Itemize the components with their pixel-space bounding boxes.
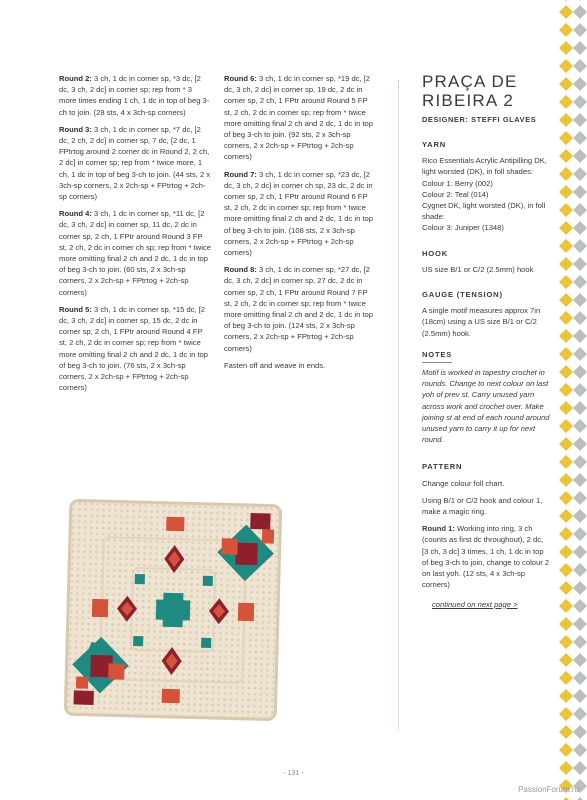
border-tile: [573, 0, 587, 1]
border-tile: [559, 383, 573, 397]
border-tile: [559, 653, 573, 667]
border-tile: [573, 41, 587, 55]
round-text: 3 ch, 1 dc in corner sp, *27 dc, [2 dc, 3 ch, 2 dc] in corner sp, 27 dc, 2 dc in corner sp, 2 ch, 1 FPtr around Round 7 FP st, 2 ch, 2 dc in corner sp; rep from * twice more omitting final 2 ch and 2 dc, 1 dc in top of beg 3-ch to join. (124 sts, 2 x 3ch-sp corners, 2 x 2ch-sp + FPtrtog + 2ch-sp corners): [224, 265, 374, 353]
yarn-line: Colour 2: Teal (014): [422, 189, 489, 199]
round-label: Round 1:: [422, 524, 455, 534]
border-tile: [559, 455, 573, 469]
border-tile: [573, 59, 587, 73]
border-tile: [573, 671, 587, 685]
border-tile: [573, 653, 587, 667]
round-text: 3 ch, 1 dc in corner sp, *15 dc, [2 dc, 3 ch, 2 dc] in corner sp, 15 dc, 2 dc in corner sp, 2 ch, 1 FPtr around Round 4 FP st, 2 ch, 2 dc in corner sp; rep from * twice more omitting final 2 ch and 2 dc, 1 dc in top of beg 3-ch to join. (76 sts, 2 x 3ch-sp corners, 2 x 2ch-sp + FPtrtog + 2ch-sp corners): [59, 304, 209, 393]
border-tile: [573, 581, 587, 595]
hook-heading: HOOK: [422, 248, 448, 258]
round-label: Round 4:: [59, 209, 92, 219]
border-tile: [559, 563, 573, 577]
yarn-line: Colour 1: Berry (002): [422, 178, 493, 188]
border-tile: [573, 689, 587, 703]
border-tile: [559, 113, 573, 127]
border-tile: [573, 491, 587, 505]
pattern-heading: PATTERN: [422, 462, 463, 472]
border-tile: [573, 743, 587, 757]
yarn-line: Rico Essentials Acrylic Antipilling DK, light worsted (DK), in foll shades:: [422, 156, 547, 177]
border-tile: [573, 707, 587, 721]
hook-text: US size B/1 or C/2 (2.5mm) hook: [422, 264, 534, 274]
pattern-sidebar: [422, 72, 550, 610]
border-tile: [559, 473, 573, 487]
round-7: [224, 169, 376, 259]
round-text: Working into ring, 3 ch (counts as first dc throughout), 2 dc, [3 ch, 3 dc] 3 times, 1 ch, 1 dc in top of beg 3-ch to join, change to colour 2 on last yoh. (12 sts, 4 x 3ch-sp corners): [422, 524, 550, 590]
border-tile: [559, 689, 573, 703]
round-label: Round 6:: [224, 74, 257, 83]
border-tile: [573, 383, 587, 397]
continued-link[interactable]: continued on next page >: [432, 599, 518, 609]
border-tile: [573, 311, 587, 325]
border-tile: [559, 347, 573, 361]
round-1: [422, 523, 550, 590]
border-tile: [559, 329, 573, 343]
border-tile: [573, 725, 587, 739]
border-tile: [573, 77, 587, 91]
round-label: Round 2:: [59, 74, 92, 83]
border-tile: [559, 635, 573, 649]
yarn-line: Cygnet DK, light worsted (DK), in foll shade:: [422, 201, 546, 222]
pattern-column-middle: [224, 73, 376, 377]
title-line-1: PRAÇA DE: [422, 72, 518, 91]
border-tile: [559, 95, 573, 109]
round-text: 3 ch, 1 dc in corner sp, *19 dc, [2 dc, 3 ch, 2 dc] in corner sp, 19 dc, 2 dc in corner sp, 2 ch, 1 FPtr around Round 5 FP st, 2 ch, 2 dc in corner sp; rep from * twice more omitting final 2 ch and 2 dc, 1 dc in top of beg 3-ch to join. (92 sts, 2 x 3ch-sp corners, 2 x 2ch-sp + FPtrtog + 2ch-sp corners): [224, 74, 374, 162]
border-tile: [573, 617, 587, 631]
round-8: [224, 264, 376, 354]
pattern-line: Using B/1 or C/2 hook and colour 1, make a magic ring.: [422, 495, 543, 517]
border-tile: [559, 275, 573, 289]
border-tile: [559, 671, 573, 685]
border-tile: [559, 257, 573, 271]
crochet-square-image: [62, 497, 284, 725]
border-tile: [559, 401, 573, 415]
border-tile: [573, 509, 587, 523]
round-label: Round 7:: [224, 169, 257, 179]
round-3: [59, 124, 211, 202]
column-divider: [398, 80, 399, 730]
border-tile: [559, 527, 573, 541]
gauge-text: A single motif measures approx 7in (18cm) using a US size B/1 or C/2 (2.5mm) hook.: [422, 306, 541, 338]
border-tile: [559, 59, 573, 73]
round-2: [59, 73, 211, 118]
border-tile: [559, 149, 573, 163]
border-tile: [573, 149, 587, 163]
designer-credit: DESIGNER: STEFFI GLAVES: [422, 115, 537, 124]
pattern-column-left: [59, 73, 211, 399]
border-tile: [559, 167, 573, 181]
pattern-line: Change colour foll chart.: [422, 478, 505, 488]
border-tile: [559, 131, 573, 145]
border-tile: [573, 635, 587, 649]
notes-heading: NOTES: [422, 349, 452, 363]
round-label: Round 3:: [59, 124, 92, 134]
border-tile: [573, 563, 587, 577]
border-tile: [573, 473, 587, 487]
border-tile: [559, 365, 573, 379]
border-tile: [559, 545, 573, 559]
gauge-heading: GAUGE (TENSION): [422, 290, 503, 300]
border-tile: [559, 41, 573, 55]
border-tile: [559, 419, 573, 433]
border-tile: [573, 455, 587, 469]
round-text: 3 ch, 1 dc in corner sp, *7 dc, [2 dc, 2 ch, 2 dc] in corner sp, 7 dc, [2 dc, 1 FPtrtog around 2 corner dc in Round 2, 2 ch, 2 dc] in corner sp; rep from * twice more, 1 ch, 1 dc in top of beg 3-ch to join. (44 sts, 2 x 3ch-sp corners, 2 x 2ch-sp + FPtrtog + 2ch-sp corners): [59, 124, 211, 202]
border-tile: [559, 707, 573, 721]
border-tile: [573, 203, 587, 217]
border-tile: [573, 113, 587, 127]
round-text: 3 ch, 1 dc in corner sp, *23 dc, [2 dc, 3 ch, 2 dc] in corner ch sp, 23 dc, 2 dc in corner sp, 2 ch, 1 FPtr around Round 6 FP st, 2 ch, 2 dc in corner sp; rep from * twice more omitting final 2 ch and 2 dc, 1 dc in top of beg 3-ch to join. (108 sts, 2 x 3ch-sp corners, 2 x 2ch-sp + FPtrtog + 2ch-sp corners): [224, 169, 374, 258]
border-tile: [559, 599, 573, 613]
border-tile: [573, 221, 587, 235]
border-tile: [559, 239, 573, 253]
border-tile: [573, 239, 587, 253]
watermark: PassionForum.ru: [518, 785, 579, 794]
border-tile: [573, 257, 587, 271]
page-number: - 131 -: [283, 770, 304, 777]
border-tile: [559, 581, 573, 595]
decorative-border: [555, 0, 587, 800]
border-tile: [559, 293, 573, 307]
notes-text: Motif is worked in tapestry crochet in rounds. Change to next colour on last yoh of prev st. Carry unused yarn across work and crochet over. Make joining st at end of each round around unused yarn to carry it up for next round.: [422, 368, 550, 445]
border-tile: [559, 743, 573, 757]
border-tile: [559, 509, 573, 523]
round-5: [59, 304, 211, 394]
border-tile: [559, 5, 573, 19]
border-tile: [559, 0, 573, 1]
yarn-details: [422, 155, 550, 233]
border-tile: [573, 365, 587, 379]
border-tile: [573, 329, 587, 343]
border-tile: [573, 185, 587, 199]
round-label: Round 5:: [59, 304, 92, 314]
border-tile: [559, 311, 573, 325]
border-tile: [573, 131, 587, 145]
border-tile: [573, 95, 587, 109]
pattern-title: [422, 72, 550, 110]
border-tile: [559, 437, 573, 451]
border-tile: [573, 401, 587, 415]
border-tile: [559, 725, 573, 739]
border-tile: [573, 437, 587, 451]
border-tile: [573, 527, 587, 541]
round-text: 3 ch, 1 dc in corner sp, *11 dc, [2 dc, 3 ch, 2 dc] in corner sp, 11 dc, 2 dc in corner sp, 2 ch, 1 FPtr around Round 3 FP st, 2 ch, 2 dc in corner ch sp; rep from * twice more omitting final 2 ch and 2 dc, 1 dc in top of beg 3-ch to join. (60 sts, 2 x 3ch-sp corners, 2 x 2ch-sp + FPtrtog + 2ch-sp corners): [59, 209, 211, 297]
border-tile: [573, 23, 587, 37]
yarn-heading: YARN: [422, 140, 447, 149]
border-tile: [559, 203, 573, 217]
border-tile: [559, 77, 573, 91]
border-tile: [573, 599, 587, 613]
yarn-line: Colour 3: Juniper (1348): [422, 223, 504, 233]
round-6: [224, 73, 376, 163]
border-tile: [559, 491, 573, 505]
border-tile: [573, 167, 587, 181]
border-tile: [573, 5, 587, 19]
round-text: 3 ch, 1 dc in corner sp, *3 dc, [2 dc, 3 ch, 2 dc] in corner sp; rep from * 3 more times ending 1 ch, 1 dc in top of beg 3-ch to join. (28 sts, 4 x 3ch-sp corners): [59, 74, 210, 117]
border-tile: [559, 23, 573, 37]
border-tile: [573, 275, 587, 289]
border-tile: [573, 419, 587, 433]
border-tile: [573, 293, 587, 307]
border-tile: [573, 347, 587, 361]
border-tile: [559, 221, 573, 235]
border-tile: [559, 617, 573, 631]
border-tile: [559, 185, 573, 199]
round-label: Round 8:: [224, 265, 257, 275]
border-tile: [573, 545, 587, 559]
fasten-off-text: Fasten off and weave in ends.: [224, 360, 326, 370]
title-line-2: RIBEIRA 2: [422, 91, 515, 110]
round-4: [59, 208, 211, 298]
